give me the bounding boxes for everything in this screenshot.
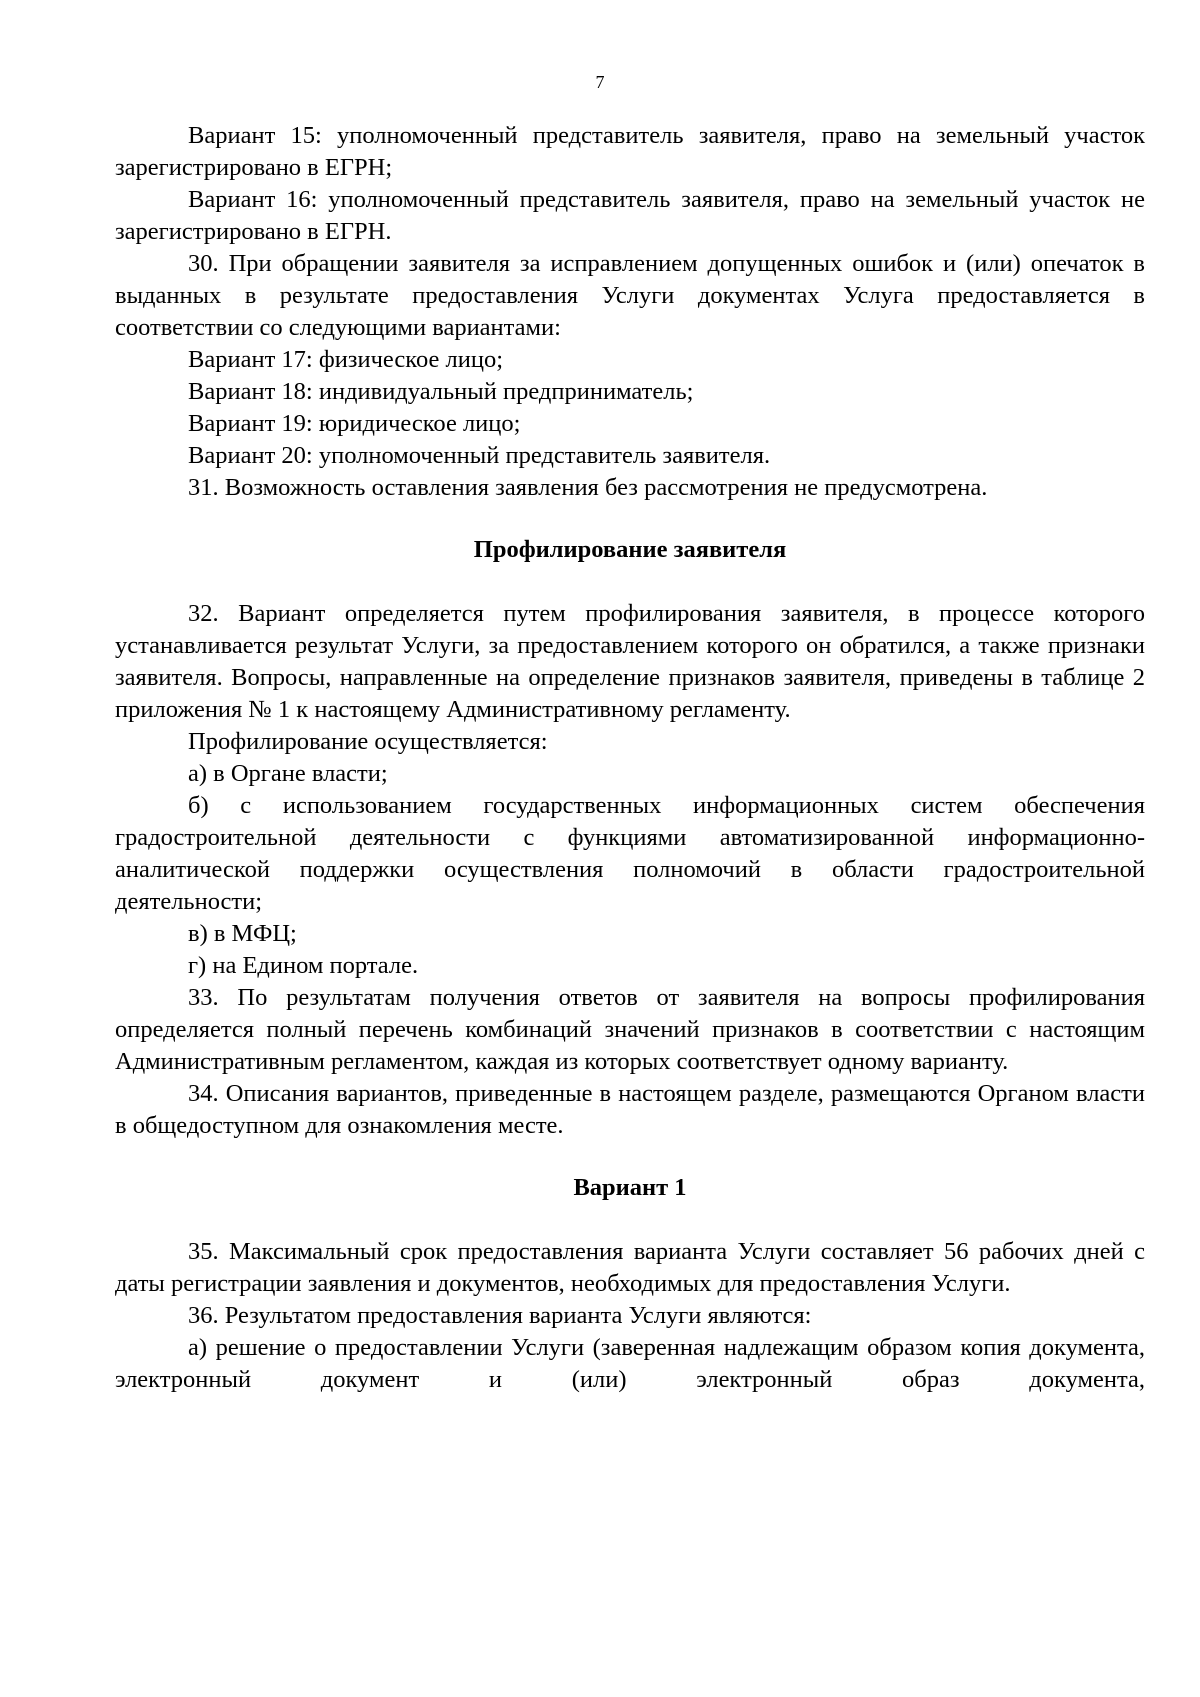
spacer: [115, 566, 1145, 598]
paragraph-variant-20: Вариант 20: уполномоченный представитель заявителя.: [188, 442, 771, 469]
paragraph-variant-19: Вариант 19: юридическое лицо;: [188, 410, 521, 437]
paragraph-36: 36. Результатом предоставления варианта Услуги являются:: [188, 1302, 812, 1329]
paragraph-35: 35. Максимальный срок предоставления варианта Услуги составляет 56 рабочих дней с даты регистрации заявления и документов, необходимых для предоставления Услуги.: [115, 1238, 1145, 1297]
page-number: 7: [595, 72, 605, 92]
paragraph-31: 31. Возможность оставления заявления без рассмотрения не предусмотрена.: [188, 474, 988, 501]
list-item-g: г) на Едином портале.: [188, 952, 419, 979]
paragraph-variant-16: Вариант 16: уполномоченный представитель заявителя, право на земельный участок не зарегистрировано в ЕГРН.: [115, 186, 1145, 245]
list-item-b: б) с использованием государственных информационных систем обеспечения градостроительной деятельности с функциями автоматизированной информационно-аналитической поддержки осуществления полномочий в области градостроительной деятельности;: [115, 792, 1145, 915]
paragraph-variant-17: Вариант 17: физическое лицо;: [188, 346, 503, 373]
spacer: [115, 1142, 1145, 1172]
paragraph-profiling-intro: Профилирование осуществляется:: [188, 728, 548, 755]
list-item-a: а) в Органе власти;: [188, 760, 388, 787]
paragraph-variant-18: Вариант 18: индивидуальный предприниматель;: [188, 378, 694, 405]
paragraph-33: 33. По результатам получения ответов от заявителя на вопросы профилирования определяется полный перечень комбинаций значений признаков в соответствии с настоящим Административным регламентом, каждая из которых соответствует одному варианту.: [115, 984, 1145, 1075]
paragraph-variant-15: Вариант 15: уполномоченный представитель заявителя, право на земельный участок зарегистрировано в ЕГРН;: [115, 122, 1145, 181]
paragraph-34: 34. Описания вариантов, приведенные в настоящем разделе, размещаются Органом власти в общедоступном для ознакомления месте.: [115, 1080, 1145, 1139]
section-heading-profiling: Профилирование заявителя: [473, 536, 787, 563]
spacer: [115, 504, 1145, 534]
list-item-a-result: а) решение о предоставлении Услуги (заверенная надлежащим образом копия документа, электронный документ и (или) электронный образ документа,: [115, 1334, 1145, 1393]
spacer: [115, 1204, 1145, 1236]
paragraph-30: 30. При обращении заявителя за исправлением допущенных ошибок и (или) опечаток в выданных в результате предоставления Услуги документах Услуга предоставляется в соответствии со следующими вариантами:: [115, 250, 1145, 341]
paragraph-32: 32. Вариант определяется путем профилирования заявителя, в процессе которого устанавливается результат Услуги, за предоставлением которого он обратился, а также признаки заявителя. Вопросы, направленные на определение признаков заявителя, приведены в таблице 2 приложения № 1 к настоящему Административному регламенту.: [115, 600, 1145, 723]
document-body: [115, 120, 1145, 1396]
section-heading-variant-1: Вариант 1: [573, 1174, 687, 1201]
list-item-v: в) в МФЦ;: [188, 920, 297, 947]
